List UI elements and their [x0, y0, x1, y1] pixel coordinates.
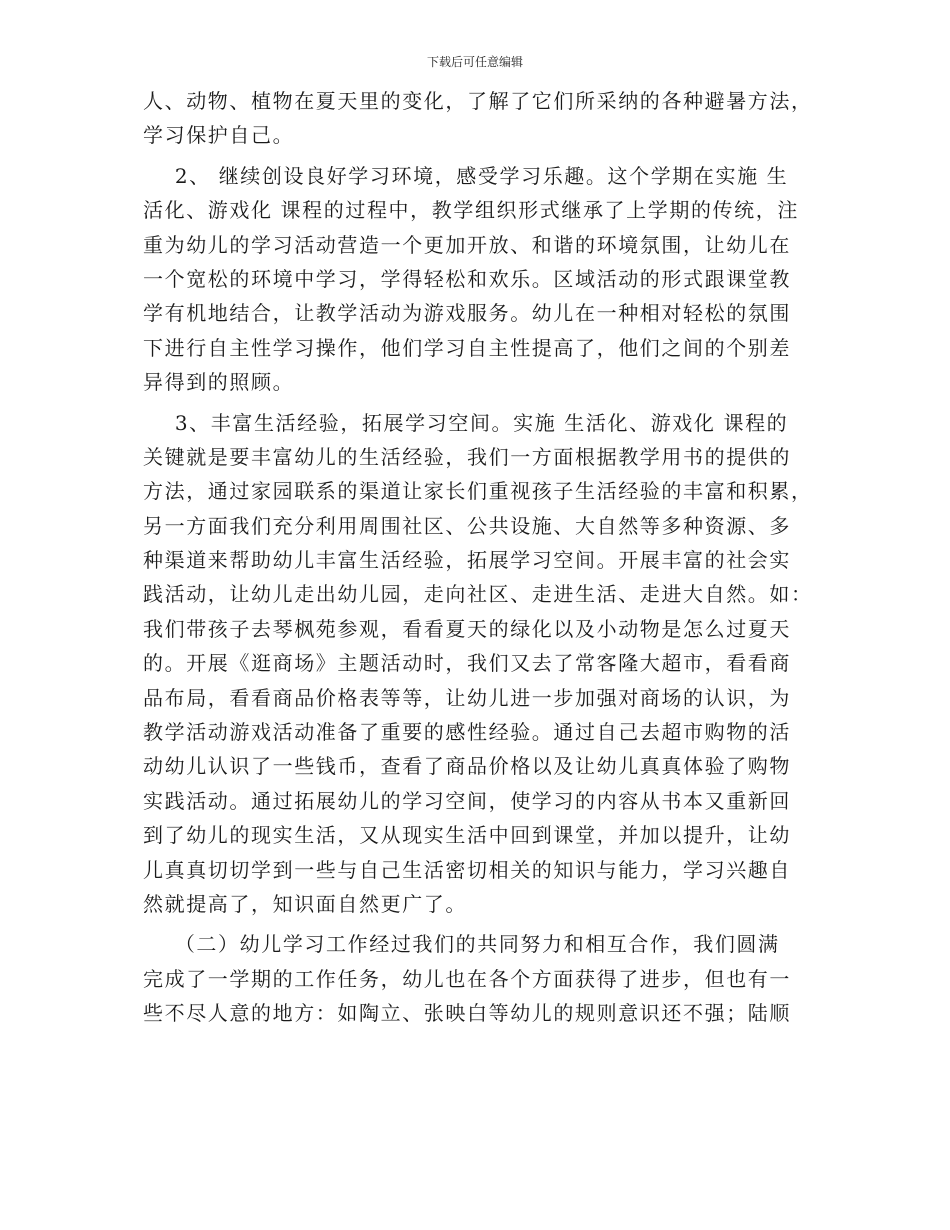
text-line: 一个宽松的环境中学习，学得轻松和欢乐。区域活动的形式跟课堂教 [143, 266, 791, 291]
text-line: 我们带孩子去琴枫苑参观，看看夏天的绿化以及小动物是怎么过夏天 [143, 616, 791, 641]
text-line: 教学活动游戏活动准备了重要的感性经验。通过自己去超市购物的活 [143, 720, 791, 745]
paragraph-1 [143, 84, 813, 153]
paragraph-3 [143, 406, 813, 922]
text-line: 动幼儿认识了一些钱币，查看了商品价格以及让幼儿真真体验了购物 [143, 754, 791, 779]
text-line: 重为幼儿的学习活动营造一个更加开放、和谐的环境氛围，让幼儿在 [143, 232, 791, 257]
text-line: 践活动，让幼儿走出幼儿园，走向社区、走进生活、走进大自然。如： [143, 582, 813, 607]
text-line: 人、动物、植物在夏天里的变化，了解了它们所采纳的各种避暑方法， [143, 89, 813, 113]
document-body [143, 84, 813, 1031]
paragraph-4 [143, 927, 807, 1030]
text-line: 的。开展《逛商场》主题活动时，我们又去了常客隆大超市，看看商 [143, 651, 791, 676]
text-line: 异得到的照顾。 [143, 370, 295, 395]
text-line: 儿真真切切学到一些与自己生活密切相关的知识与能力，学习兴趣自 [143, 857, 791, 882]
text-line: 学习保护自己。 [143, 123, 295, 148]
text-line: 些不尽人意的地方：如陶立、张映白等幼儿的规则意识还不强；陆顺 [143, 1001, 791, 1026]
text-line: 然就提高了，知识面自然更广了。 [143, 891, 467, 916]
text-line: 3、丰富生活经验，拓展学习空间。实施 生活化、游戏化 课程的 [143, 410, 789, 435]
text-line: 完成了一学期的工作任务，幼儿也在各个方面获得了进步，但也有一 [143, 966, 791, 991]
text-line: 方法，通过家园联系的渠道让家长们重视孩子生活经验的丰富和积累， [143, 479, 813, 504]
text-line: 种渠道来帮助幼儿丰富生活经验，拓展学习空间。开展丰富的社会实 [143, 548, 791, 573]
text-line: （二）幼儿学习工作经过我们的共同努力和相互合作，我们圆满 [143, 932, 780, 957]
text-line: 活化、游戏化 课程的过程中，教学组织形式继承了上学期的传统，注 [143, 198, 799, 223]
text-line: 学有机地结合，让教学活动为游戏服务。幼儿在一种相对轻松的氛围 [143, 301, 791, 326]
text-line: 关键就是要丰富幼儿的生活经验，我们一方面根据教学用书的提供的 [143, 444, 791, 469]
paragraph-2 [143, 159, 807, 400]
text-line: 下进行自主性学习操作，他们学习自主性提高了，他们之间的个别差 [143, 335, 791, 360]
text-line: 到了幼儿的现实生活，又从现实生活中回到课堂，并加以提升，让幼 [143, 823, 791, 848]
text-line: 实践活动。通过拓展幼儿的学习空间，使学习的内容从书本又重新回 [143, 788, 791, 813]
text-line: 2、 继续创设良好学习环境，感受学习乐趣。这个学期在实施 生 [143, 163, 789, 188]
text-line: 另一方面我们充分利用周围社区、公共设施、大自然等多种资源、多 [143, 513, 791, 538]
page-header: 下载后可任意编辑 [426, 55, 523, 69]
text-line: 品布局，看看商品价格表等等，让幼儿进一步加强对商场的认识，为 [143, 685, 791, 710]
